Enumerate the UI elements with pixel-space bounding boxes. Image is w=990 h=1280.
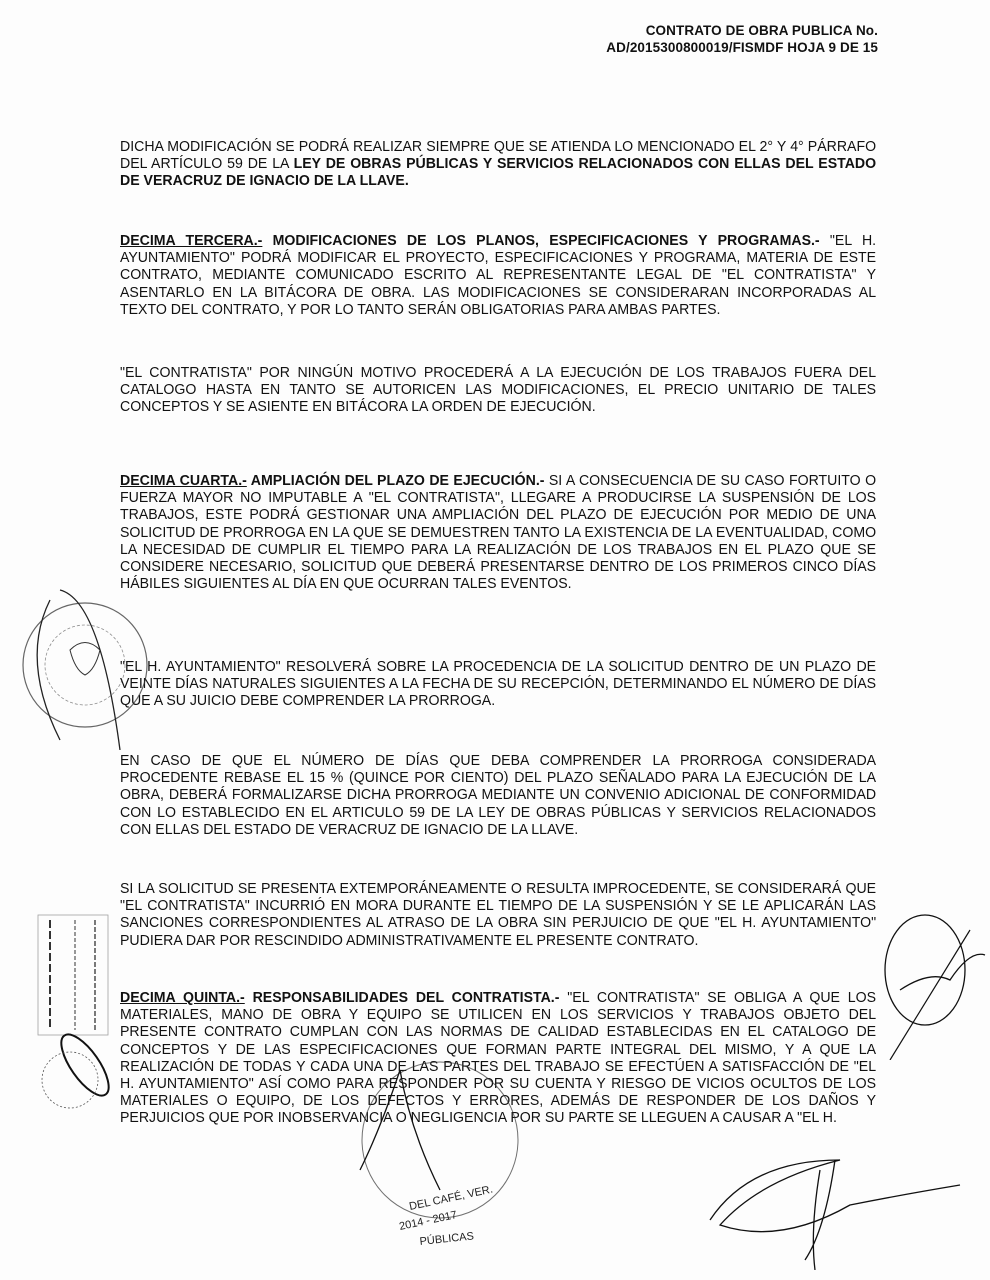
seal-sindicatura-icon bbox=[30, 910, 120, 1130]
document-header bbox=[606, 22, 878, 56]
clause-text: SI A CONSECUENCIA DE SU CASO FORTUITO O FUERZA MAYOR NO IMPUTABLE A "EL CONTRATISTA", LLEGARE A PRODUCIRSE LA SUSPENSIÓN DE LOS TRABAJOS, ESTE PODRÁ GESTIONAR UNA AMPLIACIÓN DEL PLAZO DE EJECUCIÓN POR MEDIO DE UNA SOLICITUD DE PRORROGA EN LA QUE SE DEMUESTREN TANTO LA EXISTENCIA DE LA EVENTUALIDAD, COMO LA NECESIDAD DE CUMPLIR EL TIEMPO PARA LA REALIZACIÓN DE LOS TRABAJOS EN EL PLAZO QUE SE CONSIDERE NECESARIO, SOLICITUD QUE DEBERÁ PRESENTARSE DENTRO DE LOS PRIMEROS CINCO DÍAS HÁBILES SIGUIENTES AL DÍA EN QUE OCURRAN TALES EVENTOS. bbox=[120, 472, 877, 593]
clause-text: "EL H. AYUNTAMIENTO" PODRÁ MODIFICAR EL PROYECTO, ESPECIFICACIONES Y PROGRAMA, MATERIA DE ESTE CONTRATO, MEDIANTE COMUNICADO ESCRITO AL REPRESENTANTE LEGAL DE "EL CONTRATISTA" Y ASENTARLO EN LA BITÁCORA DE OBRA. LAS MODIFICACIONES SE CONSIDERARAN INCORPORADAS AL TEXTO DEL CONTRATO, Y POR LO TANTO SERÁN OBLIGATORIAS PARA AMBAS PARTES. bbox=[120, 232, 877, 318]
clause-heading: DECIMA TERCERA.- bbox=[120, 232, 263, 249]
clause-heading: DECIMA CUARTA.- bbox=[120, 472, 247, 489]
clause-decima-quinta bbox=[120, 989, 876, 1127]
paragraph-modification bbox=[120, 138, 876, 190]
contract-title: CONTRATO DE OBRA PUBLICA No. bbox=[645, 23, 878, 38]
clause-decima-tercera bbox=[120, 232, 876, 318]
text: DICHA MODIFICACIÓN SE PODRÁ REALIZAR SIEMPRE QUE SE ATIENDA LO MENCIONADO EL 2° Y 4° PÁRRAFO DEL ARTÍCULO 59 DE LA bbox=[120, 138, 877, 173]
clause-title: AMPLIACIÓN DEL PLAZO DE EJECUCIÓN.- bbox=[246, 472, 545, 489]
clause-title: MODIFICACIONES DE LOS PLANOS, ESPECIFICACIONES Y PROGRAMAS.- bbox=[262, 232, 820, 249]
svg-text:DEL CAFÉ, VER.: DEL CAFÉ, VER. bbox=[408, 1183, 494, 1213]
paragraph-extemporanea bbox=[120, 880, 876, 949]
paragraph-resolucion bbox=[120, 658, 876, 710]
paragraph-text: "EL H. AYUNTAMIENTO" RESOLVERÁ SOBRE LA PROCEDENCIA DE LA SOLICITUD DENTRO DE UN PLAZO DE VEINTE DÍAS NATURALES SIGUIENTES A LA FECHA DE SU RECEPCIÓN, DETERMINANDO EL NÚMERO DE DÍAS QUE A SU JUICIO DEBE COMPRENDER LA PRORROGA. bbox=[120, 658, 877, 710]
clause-decima-cuarta bbox=[120, 472, 876, 592]
paragraph-text: SI LA SOLICITUD SE PRESENTA EXTEMPORÁNEAMENTE O RESULTA IMPROCEDENTE, SE CONSIDERARÁ QUE "EL CONTRATISTA" INCURRIÓ EN MORA DURANTE EL TIEMPO DE LA SUSPENSIÓN Y SE LE APLICARÁN LAS SANCIONES CORRESPONDIENTES AL ATRASO DE LA OBRA SIN PERJUICIO DE QUE "EL H. AYUNTAMIENTO" PUDIERA DAR POR RESCINDIDO ADMINISTRATIVAMENTE EL PRESENTE CONTRATO. bbox=[120, 880, 877, 949]
clause-title: RESPONSABILIDADES DEL CONTRATISTA.- bbox=[244, 989, 560, 1006]
paragraph-text: EN CASO DE QUE EL NÚMERO DE DÍAS QUE DEBA COMPRENDER LA PRORROGA CONSIDERADA PROCEDENTE REBASE EL 15 % (QUINCE POR CIENTO) DEL PLAZO SEÑALADO PARA LA EJECUCIÓN DE LA OBRA, DEBERÁ FORMALIZARSE DICHA PRORROGA MEDIANTE UN CONVENIO ADICIONAL DE CONFORMIDAD CON LO ESTABLECIDO EN EL ARTICULO 59 DE LA LEY DE OBRAS PÚBLICAS Y SERVICIOS RELACIONADOS CON ELLAS DEL ESTADO DE VERACRUZ DE IGNACIO DE LA LLAVE. bbox=[120, 752, 877, 838]
signature-right-icon bbox=[880, 910, 990, 1060]
paragraph-convenio-adicional bbox=[120, 752, 876, 838]
law-name: LEY DE OBRAS PÚBLICAS Y SERVICIOS RELACIONADOS CON ELLAS DEL ESTADO DE VERACRUZ DE IGNACIO DE LA LLAVE. bbox=[120, 155, 877, 190]
clause-text: "EL CONTRATISTA" SE OBLIGA A QUE LOS MATERIALES, MANO DE OBRA Y EQUIPO SE UTILICEN EN LOS SERVICIOS Y TRABAJOS OBJETO DEL PRESENTE CONTRATO CUMPLAN CON LAS NORMAS DE CALIDAD ESTABLECIDAS EN EL CATALOGO DE CONCEPTOS Y DE LAS ESPECIFICACIONES QUE FORMAN PARTE INTEGRAL DEL MISMO, Y A QUE LA REALIZACIÓN DE TODAS Y CADA UNA DE LAS PARTES DEL TRABAJO SE EFECTÚEN A SATISFACCIÓN DE "EL H. AYUNTAMIENTO" ASÍ COMO PARA RESPONDER POR SU CUENTA Y RIESGO DE VICIOS OCULTOS DE LOS MATERIALES O EQUIPO, DE LOS DEFECTOS Y ERRORES, ADEMÁS DE RESPONDER DE LOS DAÑOS Y PERJUICIOS QUE POR INOBSERVANCIA O NEGLIGENCIA POR SU PARTE SE LLEGUEN A CAUSAR A "EL H. bbox=[120, 989, 877, 1127]
paragraph-text: "EL CONTRATISTA" POR NINGÚN MOTIVO PROCEDERÁ A LA EJECUCIÓN DE LOS TRABAJOS FUERA DEL CATALOGO HASTA EN TANTO SE AUTORICEN LAS MODIFICACIONES, EL PRECIO UNITARIO DE TALES CONCEPTOS Y SE ASIENTE EN BITÁCORA LA ORDEN DE EJECUCIÓN. bbox=[120, 364, 877, 416]
paragraph-contratista-catalogo bbox=[120, 364, 876, 416]
clause-heading: DECIMA QUINTA.- bbox=[120, 989, 245, 1006]
signature-bottom-icon bbox=[700, 1130, 970, 1270]
svg-text:2014 - 2017: 2014 - 2017 bbox=[398, 1208, 459, 1233]
contract-number-page: AD/2015300800019/FISMDF HOJA 9 DE 15 bbox=[606, 40, 878, 55]
svg-text:PÚBLICAS: PÚBLICAS bbox=[419, 1230, 475, 1248]
